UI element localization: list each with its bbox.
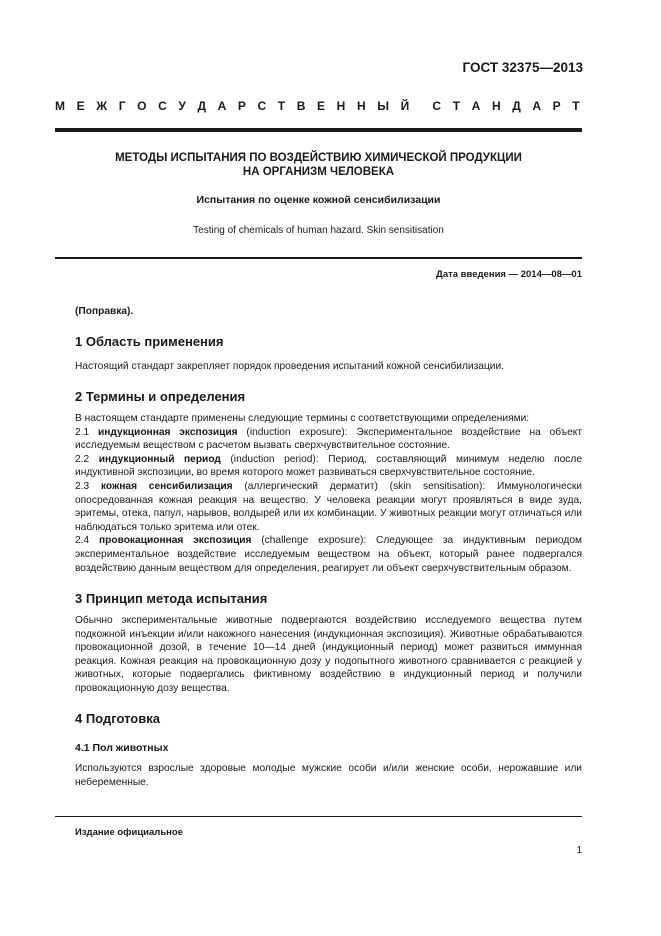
letter: О [137,99,147,113]
section-heading: 3 Принцип метода испытания [75,591,268,606]
letter: Е [317,99,326,113]
introduction-date: Дата введения — 2014—08—01 [436,269,582,280]
document-code: ГОСТ 32375—2013 [462,60,583,75]
letter: Т [277,99,286,113]
page-number: 1 [576,845,582,856]
document-subtitle: Испытания по оценке кожной сенсибилизации [196,194,441,206]
letter: Н [336,99,346,113]
letter: М [55,99,65,113]
term-name: кожная сенсибилизация [100,480,233,492]
term-text: (induction exposure): Экспериментальное воздействие на объект исследуемым веществом с расчетом вызвать сверхчувствительное состояние. [75,426,583,452]
subsection-heading: 4.1 Пол животных [75,742,169,754]
footer-divider [55,816,582,817]
term-number: 2.4 [75,535,90,547]
letter: Ж [96,99,108,113]
section-text: Настоящий стандарт закрепляет порядок проведения испытаний кожной сенсибилизации. [75,361,505,372]
section-heading: 1 Область применения [75,334,224,349]
term-name: индукционная экспозиция [98,426,238,438]
amendment-note: (Поправка). [75,306,134,317]
letter: Й [400,99,410,113]
term-definition [75,426,582,453]
term-number: 2.1 [75,426,90,438]
term-text: (challenge exposure): Следующее за индуктивным периодом экспериментальное воздействие исследуемым веществом на объект, который ранее подвергался воздействию данным веществом для определения, реагирует ли объект сверхчувствительным образом. [75,535,582,574]
letter: А [532,99,542,113]
term-name: провокационная экспозиция [98,535,252,547]
letter: Р [237,99,246,113]
term-number: 2.2 [75,453,90,465]
term-definition [75,534,582,575]
letter: Е [76,99,85,113]
letter: Г [118,99,126,113]
official-edition-label: Издание официальное [75,827,183,838]
section-text: Используются взрослые здоровые молодые мужские особи и/или женские особи, нерожавшие или небеременные. [75,763,582,788]
term-text: (induction period): Период, составляющий минимум неделю после индуктивной экспозиции, во время которого может развиваться сверхчувствительное состояние. [75,453,582,479]
letter: А [217,99,227,113]
term-name: индукционный период [98,453,221,465]
section-heading: 4 Подготовка [75,711,160,726]
letter: А [471,99,481,113]
section-heading: 2 Термины и определения [75,389,246,404]
letter: Н [491,99,501,113]
term-definition [75,480,582,534]
terms-intro: В настоящем стандарте применены следующие термины с соответствующими определениями: [75,413,530,424]
letter: С [158,99,167,113]
english-title: Testing of chemicals of human hazard. Skin sensitisation [193,225,444,236]
title-line: МЕТОДЫ ИСПЫТАНИЯ ПО ВОЗДЕЙСТВИЮ ХИМИЧЕСКОЙ ПРОДУКЦИИ [115,152,522,164]
term-text: (аллергический дерматит) (skin sensitisation): Иммунологически опосредованная кожная реакция на вещество. У человека реакции могут проявляться в виде зуда, эритемы, отека, папул, нарывов, волдырей или их комбинации. У животных реакции могут отличаться или наблюдаться только эритема или отек. [75,480,583,533]
letter: У [178,99,186,113]
letter: Д [197,99,206,113]
term-definition [75,453,582,480]
letter: Р [552,99,561,113]
section-text: Обычно экспериментальные животные подвергаются воздействию исследуемого вещества путем подкожной инъекции и/или накожного нанесения (индукционная экспозиция). Животные обрабатываются провокационной дозой, в течение 10—14 дней (индукционный период) может развиться иммунная реакция. Кожная реакция на провокационную дозу у подопытного животного сравнивается с реакцией у животных, которые подвергались фиктивному воздействию в индукционный период и получили провокационную дозу вещества. [75,615,582,694]
standard-kind-heading [55,99,580,113]
letter: Н [356,99,366,113]
letter: Д [512,99,521,113]
header-divider [55,128,582,132]
term-number: 2.3 [75,480,90,492]
letter: С [432,99,442,113]
letter: Т [452,99,461,113]
letter: В [296,99,306,113]
letter: С [257,99,267,113]
title-line: НА ОРГАНИЗМ ЧЕЛОВЕКА [242,166,395,178]
terms-block [75,412,582,575]
document-title [55,151,582,179]
letter: Т [572,99,580,113]
title-divider [55,257,582,259]
letter: Ы [377,99,389,113]
